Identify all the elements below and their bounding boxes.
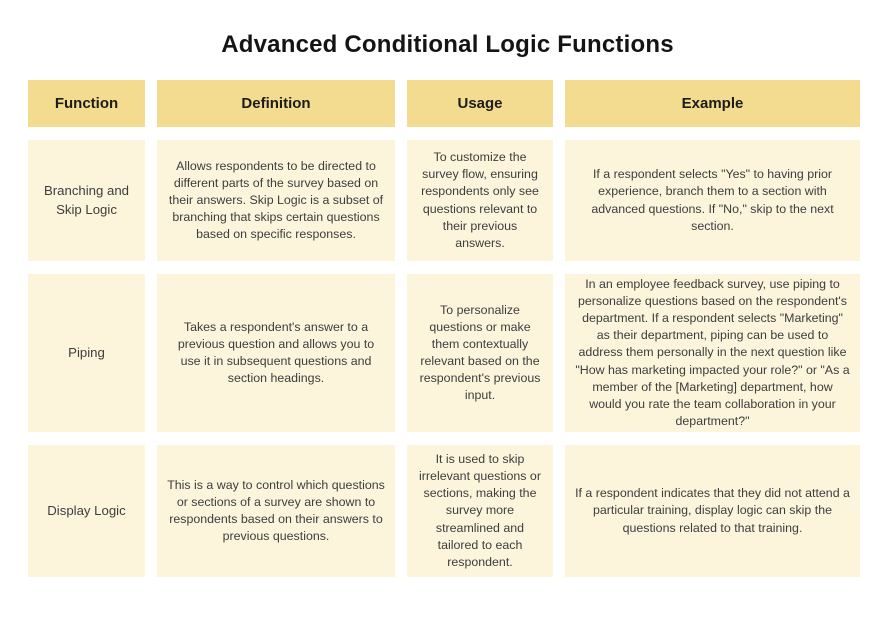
cell-usage-branching: To customize the survey flow, ensuring respondents only see questions relevant to their previous answers. <box>407 140 553 261</box>
cell-function-display-logic: Display Logic <box>28 445 145 577</box>
cell-usage-display-logic: It is used to skip irrelevant questions or sections, making the survey more streamlined and tailored to each respondent. <box>407 445 553 577</box>
cell-definition-piping: Takes a respondent's answer to a previous question and allows you to use it in subsequent questions and section headings. <box>157 274 395 432</box>
cell-example-piping: In an employee feedback survey, use piping to personalize questions based on the respondent's department. If a respondent selects "Marketing" as their department, piping can be used to address them personally in the next question like "How has marketing impacted your role?" or "As a member of the [Marketing] department, how would you rate the team collaboration in your department?" <box>565 274 860 432</box>
page-title: Advanced Conditional Logic Functions <box>221 31 674 58</box>
column-header-example: Example <box>565 80 860 127</box>
cell-definition-display-logic: This is a way to control which questions or sections of a survey are shown to respondents based on their answers to previous questions. <box>157 445 395 577</box>
column-header-function: Function <box>28 80 145 127</box>
column-header-definition: Definition <box>157 80 395 127</box>
logic-functions-table <box>28 80 860 577</box>
cell-example-display-logic: If a respondent indicates that they did not attend a particular training, display logic can skip the questions related to that training. <box>565 445 860 577</box>
column-header-usage: Usage <box>407 80 553 127</box>
cell-definition-branching: Allows respondents to be directed to different parts of the survey based on their answers. Skip Logic is a subset of branching that skips certain questions based on specific responses. <box>157 140 395 261</box>
cell-function-piping: Piping <box>28 274 145 432</box>
cell-function-branching: Branching and Skip Logic <box>28 140 145 261</box>
cell-usage-piping: To personalize questions or make them contextually relevant based on the respondent's previous input. <box>407 274 553 432</box>
cell-example-branching: If a respondent selects "Yes" to having prior experience, branch them to a section with advanced questions. If "No," skip to the next section. <box>565 140 860 261</box>
